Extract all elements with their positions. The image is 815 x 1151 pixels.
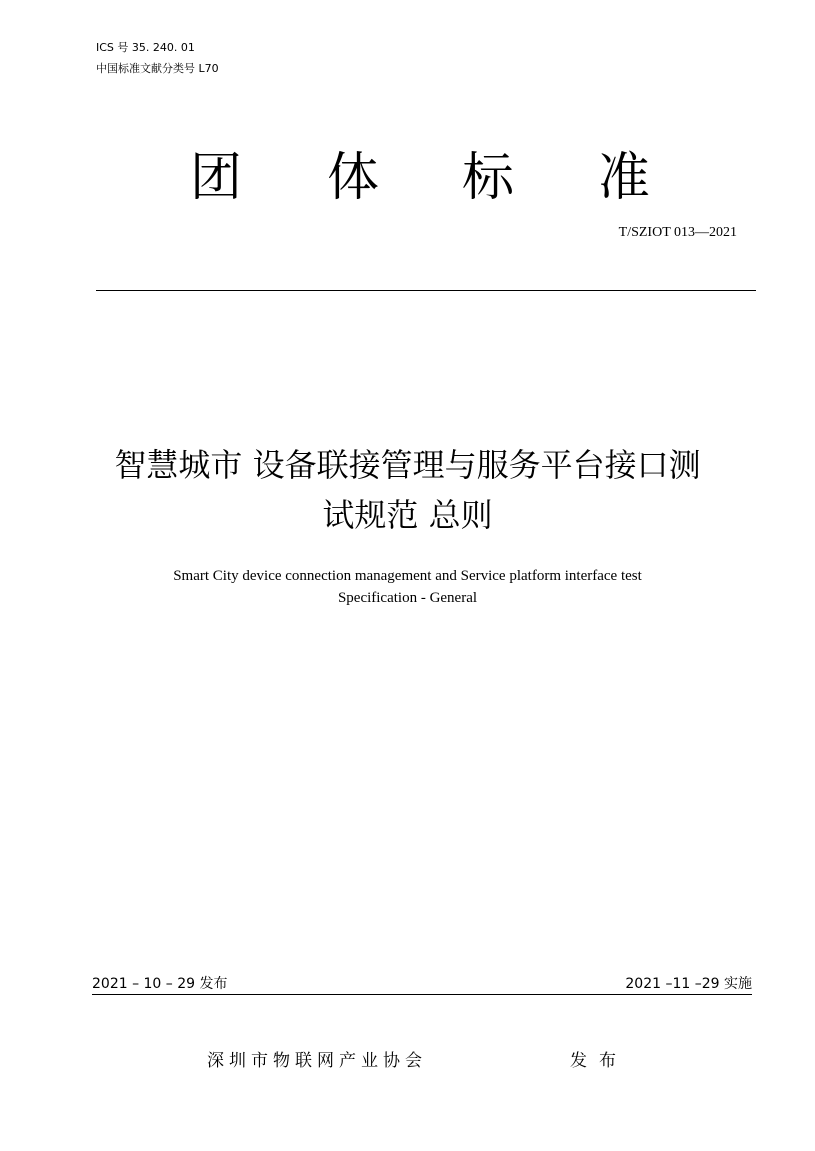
english-title	[60, 565, 755, 609]
chinese-title-line-2: 试规范 总则	[322, 496, 493, 534]
implementation-date: 2021 –11 –29 实施	[625, 976, 752, 992]
standard-type-char-1: 团	[190, 148, 243, 208]
footer-divider	[92, 994, 752, 995]
standard-number: T/SZIOT 013—2021	[618, 225, 737, 240]
standard-type-char-2: 体	[327, 148, 380, 208]
english-title-line-2: Specification - General	[337, 590, 478, 606]
ics-number: ICS 号 35. 240. 01	[96, 41, 195, 54]
classification-number: 中国标准文献分类号 L70	[96, 62, 219, 75]
standard-type-char-4: 准	[598, 148, 651, 208]
chinese-title	[60, 440, 755, 540]
publication-date: 2021 – 10 – 29 发布	[92, 976, 228, 992]
standard-type-char-3: 标	[462, 148, 515, 208]
header-divider	[96, 290, 756, 291]
english-title-line-1: Smart City device connection management and Service platform interface test	[173, 568, 642, 584]
chinese-title-line-1: 智慧城市 设备联接管理与服务平台接口测	[114, 446, 701, 484]
issue-label: 发布	[570, 1051, 628, 1071]
issuing-organization: 深圳市物联网产业协会	[207, 1051, 427, 1071]
